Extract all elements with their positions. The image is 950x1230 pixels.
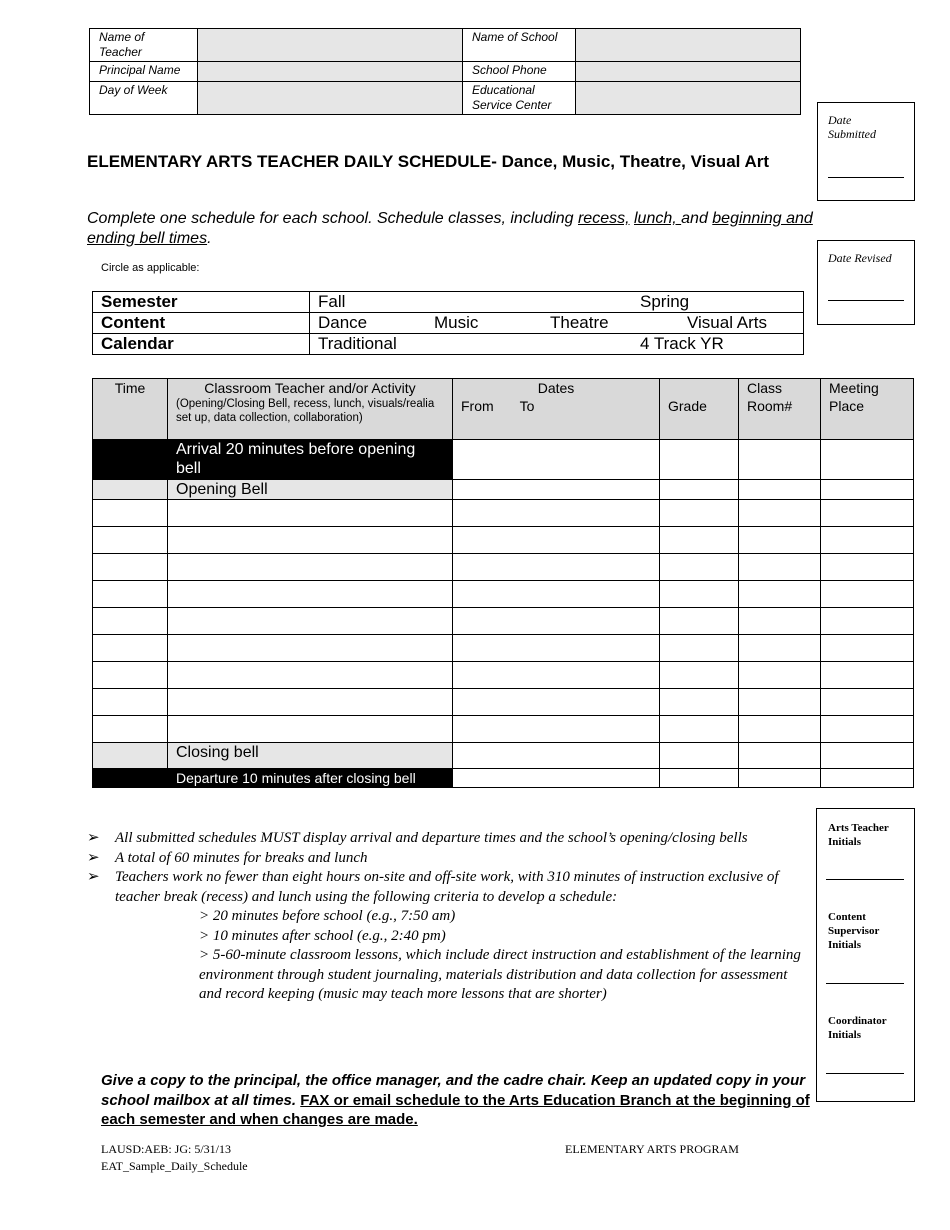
table-cell[interactable] — [93, 554, 168, 581]
circle-note: Circle as applicable: — [101, 262, 200, 274]
col-from: From — [461, 398, 494, 414]
esc-field[interactable] — [576, 82, 801, 115]
table-cell[interactable] — [453, 480, 660, 500]
note-1: All submitted schedules MUST display arrival and departure times and the school’s opening/closing bells — [115, 830, 748, 846]
footer-file: EAT_Sample_Daily_Schedule — [101, 1159, 248, 1173]
table-cell[interactable] — [93, 608, 168, 635]
distribution-dot: . — [291, 1091, 301, 1109]
table-cell[interactable] — [168, 500, 453, 527]
table-cell[interactable] — [821, 662, 914, 689]
col-place-label: Place — [829, 398, 865, 414]
col-meeting-label: Meeting — [829, 380, 879, 396]
table-cell[interactable] — [453, 689, 660, 716]
arrival-activity: Arrival 20 minutes before opening bell — [168, 440, 453, 480]
table-cell[interactable] — [660, 743, 739, 769]
table-cell[interactable] — [739, 440, 821, 480]
table-cell[interactable] — [739, 608, 821, 635]
option-visual-arts[interactable]: Visual Arts — [687, 313, 768, 332]
date-revised-line — [828, 300, 904, 301]
table-cell[interactable] — [453, 662, 660, 689]
table-cell[interactable] — [93, 527, 168, 554]
calendar-label: Calendar — [93, 334, 310, 355]
table-cell[interactable] — [93, 662, 168, 689]
principal-label: Principal Name — [90, 62, 198, 82]
table-cell[interactable] — [821, 769, 914, 788]
table-cell[interactable] — [660, 554, 739, 581]
list-item — [87, 849, 807, 869]
table-row — [93, 554, 914, 581]
option-dance[interactable]: Dance — [318, 313, 368, 332]
col-meeting-place — [821, 379, 914, 440]
school-label: Name of School — [463, 29, 576, 62]
col-class-label: Class — [747, 380, 783, 396]
content-supervisor-initials-label: Content Supervisor Initials — [828, 911, 880, 951]
coordinator-initials-label: Coordinator Initials — [828, 1015, 887, 1041]
table-cell[interactable] — [739, 743, 821, 769]
table-cell[interactable] — [660, 716, 739, 743]
sub-note-2: > 10 minutes after school (e.g., 2:40 pm) — [199, 927, 446, 944]
calendar-options — [310, 334, 804, 355]
table-cell[interactable] — [821, 527, 914, 554]
instructions-recess: recess, — [577, 210, 630, 227]
col-activity — [168, 379, 453, 440]
table-cell[interactable] — [168, 662, 453, 689]
school-field[interactable] — [576, 29, 801, 62]
table-row — [93, 716, 914, 743]
table-cell[interactable] — [453, 500, 660, 527]
col-room-label: Room# — [747, 398, 793, 414]
table-cell[interactable] — [168, 527, 453, 554]
closing-time-cell[interactable] — [93, 743, 168, 769]
table-cell[interactable] — [821, 440, 914, 480]
table-cell[interactable] — [821, 581, 914, 608]
table-cell[interactable] — [660, 527, 739, 554]
table-row — [93, 635, 914, 662]
table-cell[interactable] — [453, 769, 660, 788]
list-item — [87, 868, 807, 907]
options-table — [92, 291, 804, 355]
coordinator-initials-line[interactable] — [826, 1073, 904, 1074]
arrival-time-cell[interactable] — [93, 440, 168, 480]
table-cell[interactable] — [660, 769, 739, 788]
content-supervisor-initials-line[interactable] — [826, 983, 904, 984]
semester-options — [310, 292, 804, 313]
table-cell[interactable] — [660, 500, 739, 527]
table-row — [93, 500, 914, 527]
date-revised-label: Date Revised — [828, 251, 892, 265]
phone-label: School Phone — [463, 62, 576, 82]
departure-time-cell[interactable] — [93, 769, 168, 788]
table-cell[interactable] — [453, 440, 660, 480]
day-label: Day of Week — [90, 82, 198, 115]
principal-field[interactable] — [198, 62, 463, 82]
table-cell[interactable] — [168, 554, 453, 581]
table-cell[interactable] — [660, 581, 739, 608]
table-cell[interactable] — [739, 554, 821, 581]
table-cell[interactable] — [168, 635, 453, 662]
date-submitted-line — [828, 177, 904, 178]
instructions-and: and — [681, 210, 713, 227]
arts-teacher-initials-label: Arts Teacher Initials — [828, 822, 889, 848]
option-traditional[interactable]: Traditional — [318, 334, 397, 353]
option-spring[interactable]: Spring — [640, 292, 690, 311]
table-cell[interactable] — [739, 716, 821, 743]
arrival-row — [93, 440, 914, 480]
table-cell[interactable] — [168, 716, 453, 743]
footer-left — [101, 1141, 248, 1175]
opening-row — [93, 480, 914, 500]
table-cell[interactable] — [453, 608, 660, 635]
phone-field[interactable] — [576, 62, 801, 82]
table-cell[interactable] — [93, 581, 168, 608]
table-cell[interactable] — [660, 662, 739, 689]
instructions-lunch: lunch, — [634, 210, 682, 227]
option-4-track[interactable]: 4 Track YR — [640, 334, 724, 353]
table-cell[interactable] — [93, 689, 168, 716]
table-cell[interactable] — [821, 635, 914, 662]
arrow-bullet-icon: ➢ — [87, 849, 100, 866]
opening-time-cell[interactable] — [93, 480, 168, 500]
table-cell[interactable] — [453, 527, 660, 554]
arrow-bullet-icon: ➢ — [87, 869, 100, 885]
table-row — [93, 689, 914, 716]
fax-instructions: FAX or email schedule to the Arts Education Branch at the beginning of each semester and when changes are made. — [101, 1091, 810, 1128]
teacher-label: Name of Teacher — [90, 29, 198, 62]
table-cell[interactable] — [660, 440, 739, 480]
table-cell[interactable] — [739, 769, 821, 788]
col-dates — [453, 379, 660, 440]
table-cell[interactable] — [739, 662, 821, 689]
table-cell[interactable] — [453, 716, 660, 743]
table-cell[interactable] — [821, 608, 914, 635]
col-grade — [660, 379, 739, 440]
esc-label: Educational Service Center — [463, 82, 576, 115]
departure-activity: Departure 10 minutes after closing bell — [168, 769, 453, 788]
table-cell[interactable] — [821, 743, 914, 769]
footer-code: LAUSD:AEB: JG: 5/31/13 — [101, 1142, 232, 1156]
semester-label: Semester — [93, 292, 310, 313]
table-cell[interactable] — [168, 608, 453, 635]
table-cell[interactable] — [660, 480, 739, 500]
table-cell[interactable] — [93, 716, 168, 743]
distribution-instructions — [101, 1071, 811, 1130]
option-fall[interactable]: Fall — [318, 292, 346, 311]
teacher-field[interactable] — [198, 29, 463, 62]
table-cell[interactable] — [660, 608, 739, 635]
note-2: A total of 60 minutes for breaks and lunch — [115, 849, 368, 866]
table-cell[interactable] — [168, 581, 453, 608]
instructions-bell: beginning and ending bell times — [87, 210, 813, 247]
option-music[interactable]: Music — [434, 313, 479, 332]
col-activity-note: (Opening/Closing Bell, recess, lunch, visuals/realia set up, data collection, collaboration) — [176, 398, 435, 424]
date-submitted-label: Date Submitted — [828, 113, 876, 141]
table-cell[interactable] — [821, 480, 914, 500]
table-row — [93, 608, 914, 635]
page-title: ELEMENTARY ARTS TEACHER DAILY SCHEDULE- Dance, Music, Theatre, Visual Art — [87, 152, 770, 171]
table-cell[interactable] — [821, 716, 914, 743]
table-cell[interactable] — [453, 581, 660, 608]
sub-note-1: > 20 minutes before school (e.g., 7:50 am) — [199, 908, 456, 924]
col-classroom — [739, 379, 821, 440]
option-theatre[interactable]: Theatre — [550, 313, 609, 332]
sub-note-3: > 5-60-minute classroom lessons, which include direct instruction and establishment of the learning environment through student journaling, materials distribution and data collection for assessment and record keeping (music may teach more lessons that are shorter) — [199, 947, 801, 1002]
content-options — [310, 313, 804, 334]
closing-row — [93, 743, 914, 769]
closing-activity: Closing bell — [168, 743, 453, 769]
teacher-info-table — [89, 28, 801, 115]
table-row — [93, 662, 914, 689]
instructions-text: Complete one schedule for each school. Schedule classes, including — [87, 210, 578, 227]
notes-list — [87, 829, 807, 1005]
footer-program: ELEMENTARY ARTS PROGRAM — [565, 1142, 739, 1156]
table-cell[interactable] — [660, 635, 739, 662]
arrow-bullet-icon: ➢ — [87, 830, 100, 846]
col-dates-title: Dates — [537, 380, 575, 396]
day-field[interactable] — [198, 82, 463, 115]
table-cell[interactable] — [168, 689, 453, 716]
departure-row — [93, 769, 914, 788]
instructions-end: . — [207, 230, 212, 247]
table-cell[interactable] — [660, 689, 739, 716]
arts-teacher-initials-line[interactable] — [826, 879, 904, 880]
list-item — [87, 829, 807, 849]
table-cell[interactable] — [453, 635, 660, 662]
note-3: Teachers work no fewer than eight hours on-site and off-site work, with 310 minutes of instruction exclusive of teacher break (recess) and lunch using the following criteria to develop a schedule: — [115, 869, 779, 905]
col-to: To — [519, 398, 535, 414]
opening-activity: Opening Bell — [168, 480, 453, 500]
col-activity-title: Classroom Teacher and/or Activity — [204, 380, 416, 396]
schedule-table — [92, 378, 914, 788]
instructions — [87, 209, 847, 249]
distribution-text: Give a copy to the principal, the office manager, and the cadre chair. Keep an updated copy in your school mailbox at all times — [101, 1072, 806, 1109]
col-grade-label: Grade — [668, 398, 707, 414]
table-cell[interactable] — [821, 554, 914, 581]
table-cell[interactable] — [93, 635, 168, 662]
table-cell[interactable] — [739, 689, 821, 716]
date-submitted-box[interactable] — [817, 102, 915, 201]
table-cell[interactable] — [739, 480, 821, 500]
table-cell[interactable] — [739, 500, 821, 527]
table-row — [93, 581, 914, 608]
schedule-header-row — [93, 379, 914, 440]
table-cell[interactable] — [453, 743, 660, 769]
initials-box — [816, 808, 915, 1102]
table-cell[interactable] — [821, 689, 914, 716]
table-row — [93, 527, 914, 554]
table-cell[interactable] — [821, 500, 914, 527]
table-cell[interactable] — [739, 581, 821, 608]
table-cell[interactable] — [739, 527, 821, 554]
table-cell[interactable] — [93, 500, 168, 527]
date-revised-box[interactable] — [817, 240, 915, 325]
col-time: Time — [93, 379, 168, 440]
content-label: Content — [93, 313, 310, 334]
table-cell[interactable] — [739, 635, 821, 662]
table-cell[interactable] — [453, 554, 660, 581]
